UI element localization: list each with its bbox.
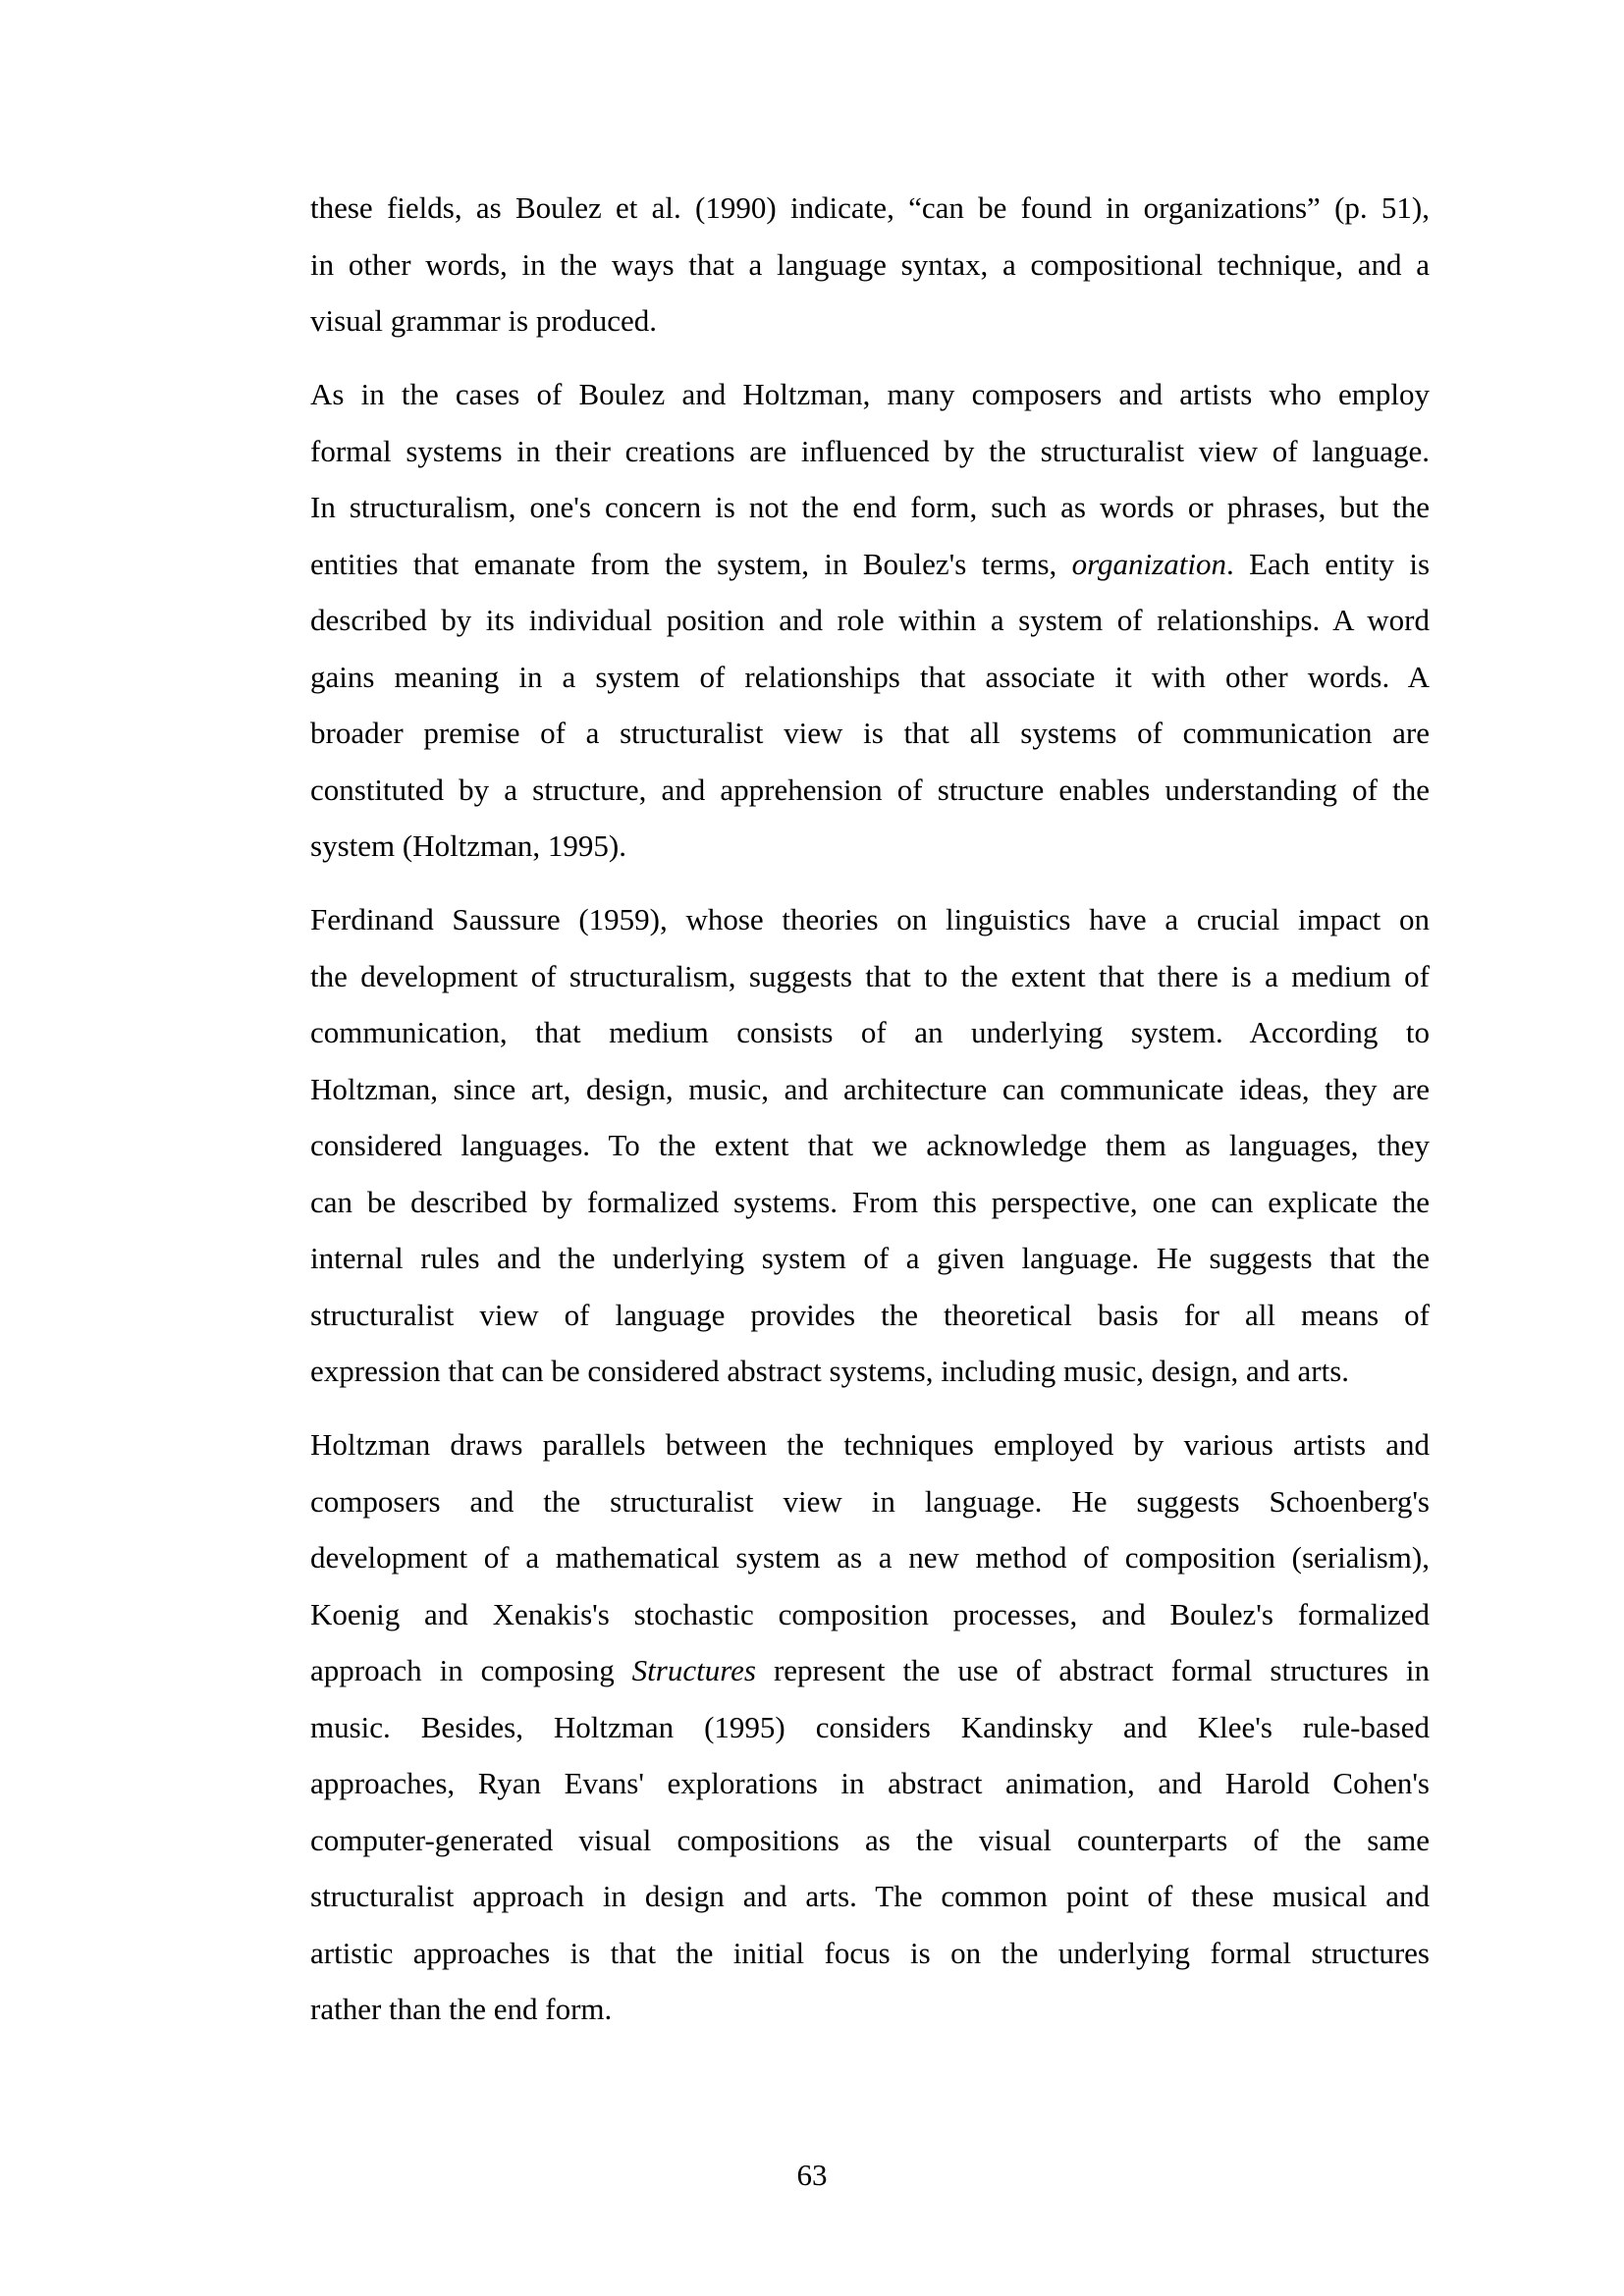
text-line: can be described by formalized systems. From this perspective, one can explicate the	[310, 1184, 1430, 1219]
text-line: In structuralism, one's concern is not the end form, such as words or phrases, but the	[310, 490, 1430, 524]
text-line: music. Besides, Holtzman (1995) considers Kandinsky and Klee's rule-based	[310, 1709, 1430, 1744]
text-line: internal rules and the underlying system of a given language. He suggests that the	[310, 1241, 1430, 1275]
text-segment: represent the use of abstract formal structures in	[755, 1653, 1430, 1687]
text-line: structuralist approach in design and arts. The common point of these musical and	[310, 1879, 1430, 1913]
paragraph-3	[310, 891, 1430, 1400]
italic-term-organization: organization	[1071, 546, 1226, 581]
paragraph-2	[310, 366, 1430, 875]
text-segment: entities that emanate from the system, in Boulez's terms,	[310, 546, 1072, 581]
text-line: composers and the structuralist view in language. He suggests Schoenberg's	[310, 1483, 1430, 1519]
text-line: broader premise of a structuralist view is that all systems of communication are	[310, 716, 1430, 750]
text-line: expression that can be considered abstract systems, including music, design, and arts.	[310, 1354, 1350, 1388]
italic-title-structures: Structures	[631, 1653, 756, 1687]
text-line: Koenig and Xenakis's stochastic composition processes, and Boulez's formalized	[310, 1596, 1430, 1631]
text-line: Holtzman draws parallels between the techniques employed by various artists and	[310, 1427, 1430, 1462]
text-line: communication, that medium consists of an underlying system. According to	[310, 1015, 1430, 1049]
text-line: in other words, in the ways that a language syntax, a compositional technique, and a	[310, 246, 1430, 282]
text-line: computer-generated visual compositions as the visual counterparts of the same	[310, 1822, 1430, 1857]
text-line: considered languages. To the extent that we acknowledge them as languages, they	[310, 1128, 1430, 1162]
text-line: artistic approaches is that the initial focus is on the underlying formal structures	[310, 1935, 1430, 1970]
text-line: gains meaning in a system of relationships that associate it with other words. A	[310, 659, 1430, 694]
text-line: constituted by a structure, and apprehension of structure enables understanding of the	[310, 772, 1430, 807]
text-line: rather than the end form.	[310, 1992, 613, 2026]
text-line: visual grammar is produced.	[310, 303, 657, 338]
text-segment: approach in composing	[310, 1653, 632, 1687]
text-line: the development of structuralism, suggests that to the extent that there is a medium of	[310, 958, 1430, 993]
paragraph-1	[310, 180, 1430, 349]
paragraph-4	[310, 1416, 1430, 2038]
page-number: 63	[796, 2158, 828, 2192]
text-line	[310, 1642, 1430, 1699]
text-segment: . Each entity is	[1225, 546, 1431, 581]
text-line: these fields, as Boulez et al. (1990) indicate, “can be found in organizations” (p. 51),	[310, 190, 1430, 225]
text-line: approaches, Ryan Evans' explorations in abstract animation, and Harold Cohen's	[310, 1766, 1430, 1800]
text-line: As in the cases of Boulez and Holtzman, many composers and artists who employ	[310, 377, 1430, 411]
text-line: system (Holtzman, 1995).	[310, 828, 627, 863]
text-line: Ferdinand Saussure (1959), whose theories on linguistics have a crucial impact on	[310, 902, 1430, 936]
text-line	[310, 536, 1430, 593]
text-line: described by its individual position and role within a system of relationships. A word	[310, 603, 1430, 637]
text-line: formal systems in their creations are influenced by the structuralist view of language.	[310, 433, 1430, 468]
text-line: structuralist view of language provides the theoretical basis for all means of	[310, 1297, 1430, 1332]
text-line: Holtzman, since art, design, music, and architecture can communicate ideas, they are	[310, 1071, 1430, 1106]
text-line: development of a mathematical system as a new method of composition (serialism),	[310, 1540, 1430, 1575]
